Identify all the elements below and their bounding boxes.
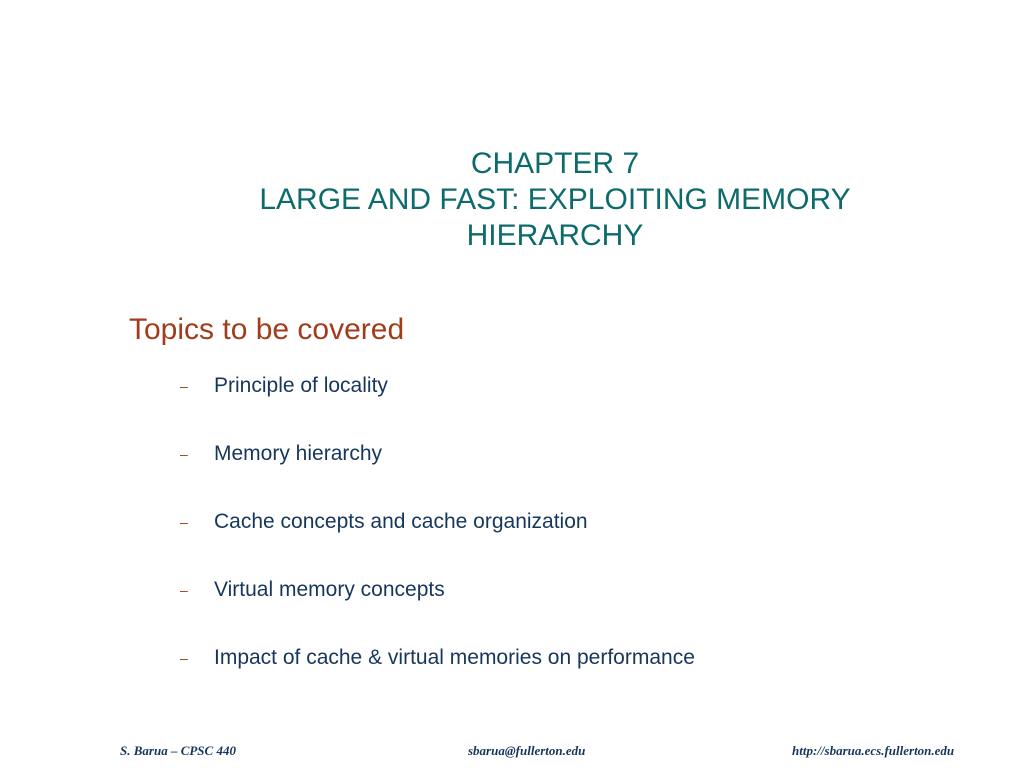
list-item-text: Memory hierarchy <box>214 442 383 465</box>
dash-bullet-icon: – <box>180 650 188 666</box>
dash-bullet-icon: – <box>180 514 188 530</box>
list-item <box>180 640 695 708</box>
footer-url: http://sbarua.ecs.fullerton.edu <box>792 743 955 758</box>
topic-list <box>180 368 695 708</box>
list-item-text: Cache concepts and cache organization <box>214 510 588 533</box>
dash-bullet-icon: – <box>180 446 188 462</box>
list-item <box>180 504 695 572</box>
footer-author: S. Barua – CPSC 440 <box>120 743 236 758</box>
list-item-text: Virtual memory concepts <box>214 578 445 601</box>
list-item <box>180 436 695 504</box>
list-item <box>180 572 695 640</box>
dash-bullet-icon: – <box>180 582 188 598</box>
list-item <box>180 368 695 436</box>
slide-title <box>200 146 910 254</box>
title-line-2: LARGE AND FAST: EXPLOITING MEMORY <box>259 183 851 216</box>
list-item-text: Impact of cache & virtual memories on performance <box>214 646 695 669</box>
section-heading: Topics to be covered <box>129 313 405 346</box>
title-line-3: HIERARCHY <box>466 219 644 252</box>
dash-bullet-icon: – <box>180 378 188 394</box>
title-line-1: CHAPTER 7 <box>470 147 640 180</box>
list-item-text: Principle of locality <box>214 374 388 397</box>
footer-email: sbarua@fullerton.edu <box>468 743 586 758</box>
